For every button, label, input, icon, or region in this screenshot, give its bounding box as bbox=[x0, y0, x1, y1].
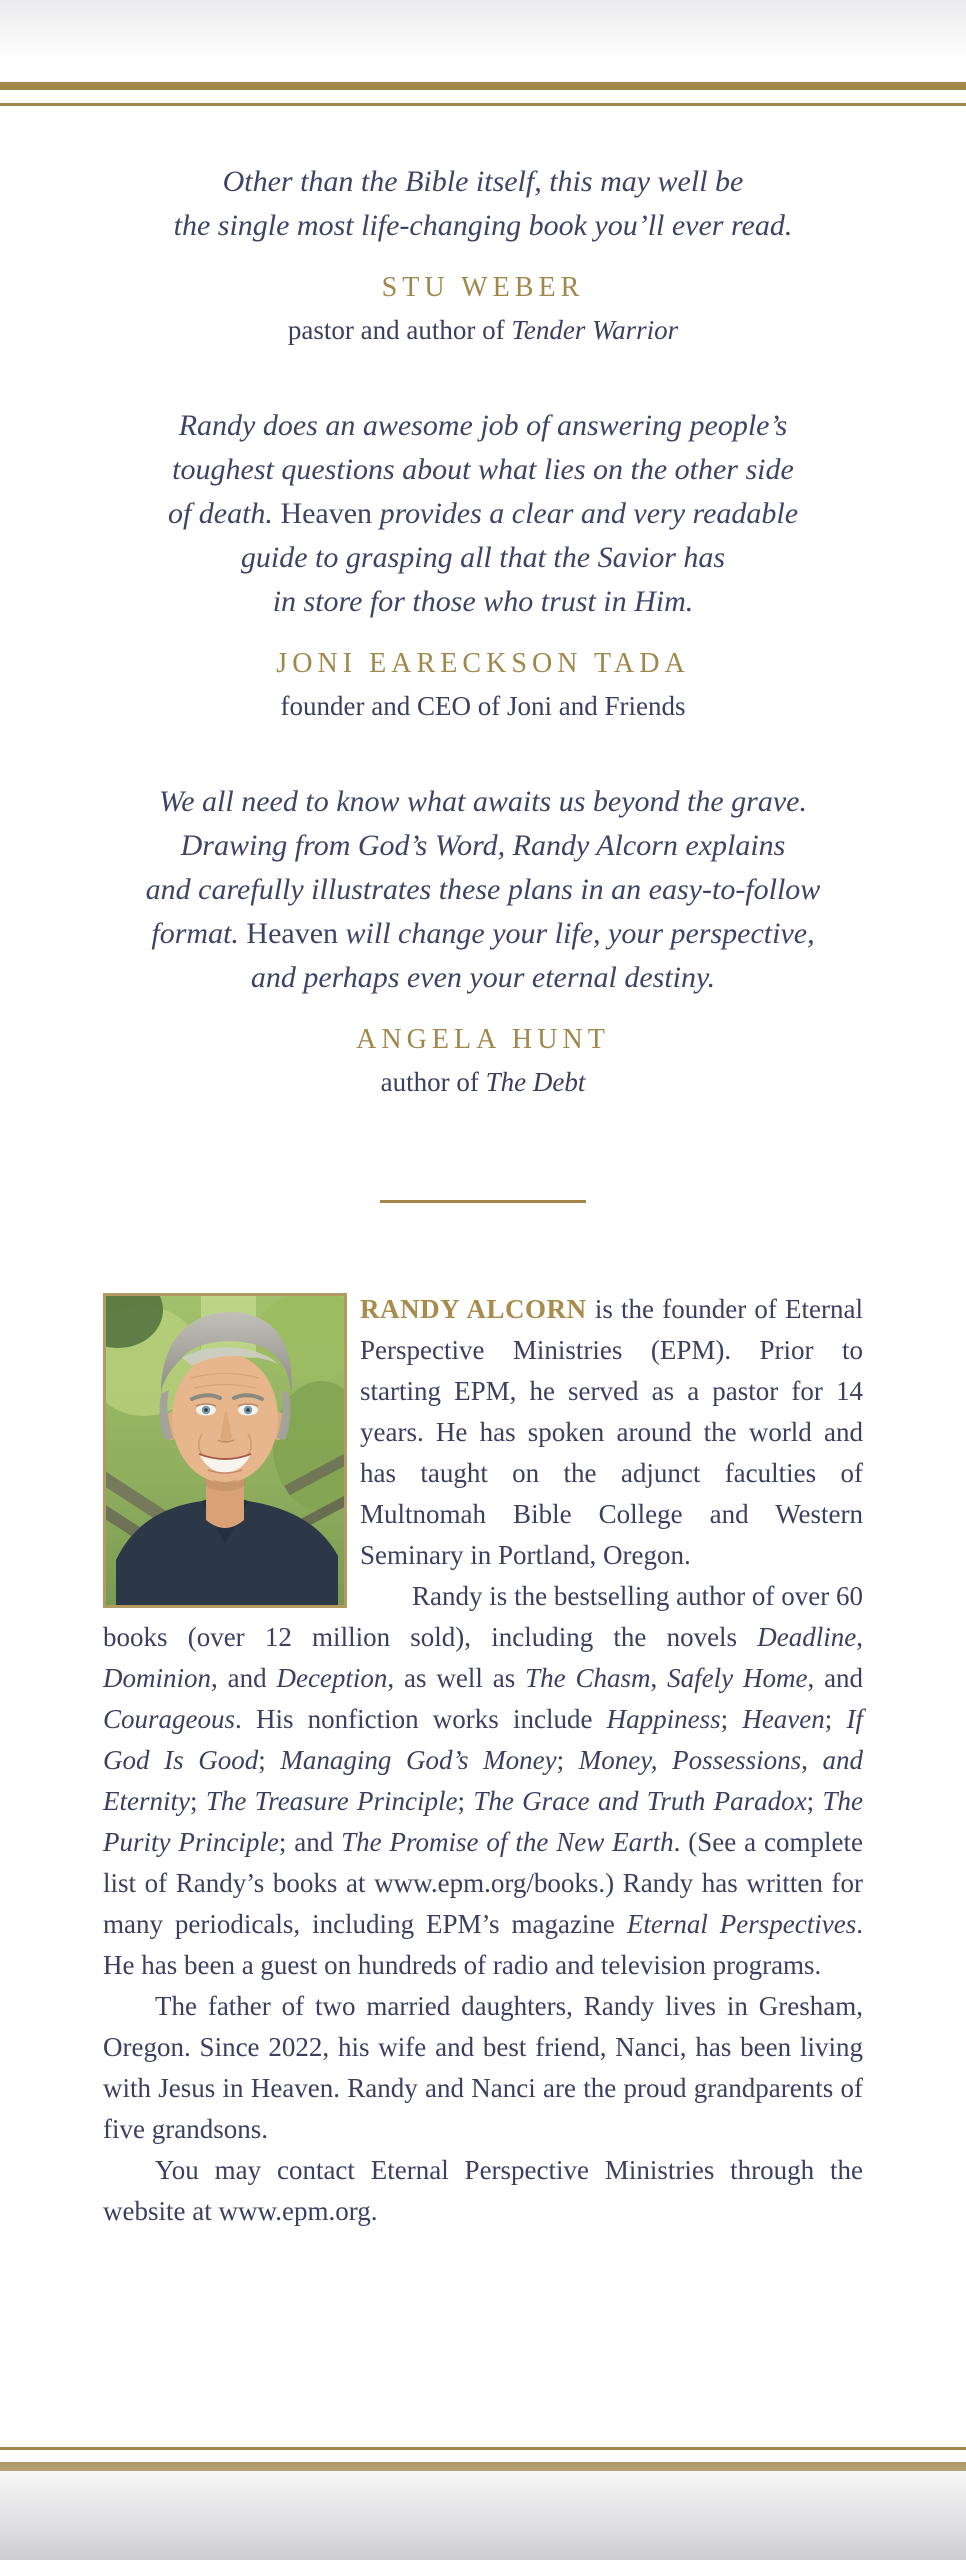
quote-line bbox=[0, 536, 966, 580]
text-segment: Happiness bbox=[606, 1704, 721, 1734]
text-segment: ; bbox=[720, 1704, 743, 1734]
page-shadow-top bbox=[0, 0, 966, 70]
text-segment: Dominion bbox=[103, 1663, 211, 1693]
quote-line bbox=[0, 404, 966, 448]
text-segment: We all need to know what awaits us beyond the grave. bbox=[159, 785, 807, 818]
endorsement-angela-hunt bbox=[0, 780, 966, 1102]
quote-line bbox=[0, 160, 966, 204]
text-segment: the single most life-changing book you’ll ever read. bbox=[173, 209, 793, 242]
text-segment: Randy is the bestselling author of over 60 books (over 12 million sold), including the novels bbox=[103, 1581, 863, 1652]
text-segment: RANDY ALCORN bbox=[360, 1294, 587, 1324]
text-segment: You may contact Eternal Perspective Ministries through the website at www.epm.org. bbox=[103, 2155, 863, 2226]
text-segment: , bbox=[650, 1663, 668, 1693]
endorsement-quote bbox=[0, 780, 966, 1000]
text-segment: ; bbox=[189, 1786, 206, 1816]
endorser-name: STU WEBER bbox=[381, 272, 585, 303]
text-segment: Deception bbox=[276, 1663, 388, 1693]
text-segment: author of bbox=[380, 1067, 486, 1097]
text-segment: The Promise of the New Earth bbox=[341, 1827, 674, 1857]
text-segment: , and bbox=[211, 1663, 277, 1693]
text-segment: ; bbox=[556, 1745, 579, 1775]
text-segment: The Purity Principle bbox=[103, 1786, 863, 1857]
bottom-border-rule bbox=[0, 2447, 966, 2471]
quote-line bbox=[0, 492, 966, 536]
endorser-attribution bbox=[0, 310, 966, 350]
text-segment: . His nonfiction works include bbox=[235, 1704, 607, 1734]
text-segment: , as well as bbox=[387, 1663, 526, 1693]
text-segment: ; bbox=[806, 1786, 823, 1816]
text-segment: The Chasm bbox=[525, 1663, 651, 1693]
quote-line bbox=[0, 580, 966, 624]
text-segment: If God Is Good bbox=[103, 1704, 863, 1775]
author-portrait-illustration bbox=[106, 1296, 344, 1605]
endorsement-quote bbox=[0, 160, 966, 248]
endorsement-quote bbox=[0, 404, 966, 624]
quote-line bbox=[0, 868, 966, 912]
author-photo bbox=[103, 1293, 347, 1608]
text-segment: Eternal Perspectives bbox=[626, 1909, 857, 1939]
text-segment: Money, Possessions, and Eternity bbox=[103, 1745, 864, 1816]
text-segment: Safely Home bbox=[667, 1663, 808, 1693]
text-segment: Heaven bbox=[742, 1704, 825, 1734]
text-segment: is the founder of Eternal Perspective Ministries (EPM). Prior to starting EPM, he served as a pastor for 14 years. He has spoken around the world and has taught on the adjunct faculties of Multnomah Bible College and Western Seminary in Portland, Oregon. bbox=[360, 1294, 863, 1570]
text-segment: ; and bbox=[278, 1827, 342, 1857]
quote-line bbox=[0, 204, 966, 248]
endorser-name: JONI EARECKSON TADA bbox=[276, 648, 690, 679]
text-segment: will change your life, your perspective, bbox=[338, 917, 815, 950]
text-segment: ; bbox=[258, 1745, 281, 1775]
endorsement-stu-weber bbox=[0, 160, 966, 350]
quote-line bbox=[0, 780, 966, 824]
quote-line bbox=[0, 824, 966, 868]
quote-line bbox=[0, 448, 966, 492]
section-divider-rule bbox=[380, 1200, 586, 1203]
text-segment: Randy does an awesome job of answering people’s bbox=[178, 409, 788, 442]
text-segment: ; bbox=[457, 1786, 474, 1816]
text-segment: Heaven bbox=[280, 497, 373, 530]
top-border-thin-line bbox=[0, 103, 966, 106]
text-segment: Other than the Bible itself, this may well be bbox=[222, 165, 744, 198]
text-segment: , bbox=[856, 1622, 863, 1652]
text-segment: ; bbox=[824, 1704, 847, 1734]
text-segment: Heaven bbox=[246, 917, 339, 950]
endorser-name: ANGELA HUNT bbox=[356, 1024, 610, 1055]
text-segment: format. bbox=[151, 917, 247, 950]
text-segment: The Grace and Truth Paradox bbox=[473, 1786, 807, 1816]
endorsement-joni-eareckson-tada bbox=[0, 404, 966, 726]
text-segment: pastor and author of bbox=[287, 315, 512, 345]
text-segment: . (See a complete list of Randy’s books at www.epm.org/books.) Randy has written for many periodicals, including EPM’s magazine bbox=[103, 1827, 863, 1939]
text-segment: provides a clear and very readable bbox=[372, 497, 799, 530]
bio-paragraph-4 bbox=[103, 2150, 863, 2232]
bottom-border-gap bbox=[0, 2450, 966, 2462]
text-segment: Tender Warrior bbox=[511, 315, 679, 345]
text-segment: , and bbox=[807, 1663, 864, 1693]
endorser-attribution bbox=[0, 1062, 966, 1102]
text-segment: The Debt bbox=[485, 1067, 586, 1097]
text-segment: Managing God’s Money bbox=[280, 1745, 557, 1775]
text-segment: and perhaps even your eternal destiny. bbox=[250, 961, 716, 994]
text-segment: The Treasure Principle bbox=[205, 1786, 458, 1816]
text-segment: of death. bbox=[167, 497, 281, 530]
text-segment: The father of two married daughters, Randy lives in Gresham, Oregon. Since 2022, his wife and best friend, Nanci, has been living with Jesus in Heaven. Randy and Nanci are the proud grandparents of five grandsons. bbox=[103, 1991, 863, 2144]
bottom-border-thick-line bbox=[0, 2462, 966, 2471]
text-segment: and carefully illustrates these plans in an easy-to-follow bbox=[145, 873, 821, 906]
endorser-attribution bbox=[0, 686, 966, 726]
text-segment: Deadline bbox=[757, 1622, 857, 1652]
bio-paragraph-3 bbox=[103, 1986, 863, 2150]
text-segment: founder and CEO of Joni and Friends bbox=[280, 691, 686, 721]
author-bio-section bbox=[103, 1289, 863, 2232]
text-segment: guide to grasping all that the Savior has bbox=[240, 541, 726, 574]
top-border-rule bbox=[0, 82, 966, 106]
top-border-gap bbox=[0, 90, 966, 103]
quote-line bbox=[0, 956, 966, 1000]
text-segment: in store for those who trust in Him. bbox=[272, 585, 694, 618]
text-segment: Courageous bbox=[103, 1704, 236, 1734]
top-border-thick-line bbox=[0, 82, 966, 90]
text-segment: toughest questions about what lies on the other side bbox=[172, 453, 794, 486]
text-segment: . He has been a guest on hundreds of radio and television programs. bbox=[103, 1909, 863, 1980]
quote-line bbox=[0, 912, 966, 956]
bio-paragraph-2 bbox=[103, 1576, 863, 1986]
text-segment: Drawing from God’s Word, Randy Alcorn explains bbox=[180, 829, 786, 862]
